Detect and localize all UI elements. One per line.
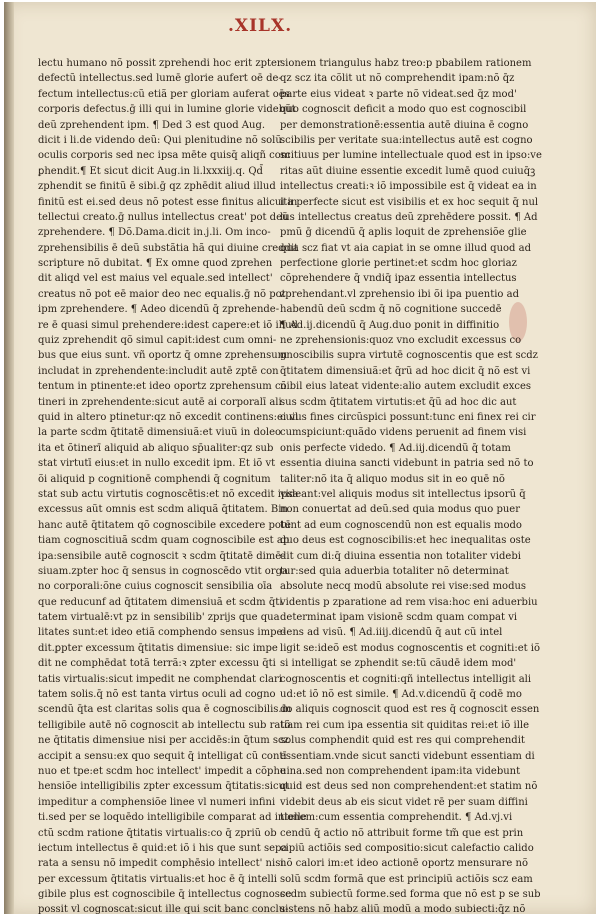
text-line: possit vl cognoscat:sicut ille qui scit banc conclu-	[38, 904, 289, 916]
text-line: quid est deus sed non comprehendent:et statim nõ	[280, 781, 538, 793]
text-line: ¶ Ad.ij.dicendũ q̄ Aug.duo ponit in diffinitio	[280, 319, 500, 331]
text-line: scdm subiectũ forme.sed forma que nõ est p se sub	[280, 889, 541, 901]
text-line: sistens nõ habz aliũ modũ a modo subiecti:q̄z nõ	[280, 904, 526, 916]
text-line: sus scdm q̄titatem virtutis:et q̄ũ ad hoc dic aut	[280, 396, 517, 408]
text-line: ud:et iõ nõ est simile. ¶ Ad.v.dicendũ q̄ codē mo	[280, 689, 522, 701]
text-line: tellectui creato.ḡ nullus intellectus creat' pot deũ	[38, 211, 289, 223]
text-line: ꝑhendit.¶ Et sicut dicit Aug.in li.lxxxiij.q. Qd̄	[38, 165, 263, 177]
text-line: tiam rei cum ipa essentia sit quiditas rei:et iõ ille	[280, 719, 530, 731]
text-line: determinat ipam visionē scdm quam compat vi	[280, 612, 518, 624]
text-line: videbit deus ab eis sicut videt rē per suam diffini	[280, 796, 528, 808]
text-line: siuam.zpter hoc q̄ sensus in cognoscēdo vtit orga	[38, 565, 288, 577]
text-line: cumspiciunt:quãdo videns peruenit ad finem visi	[280, 427, 527, 439]
text-line: quiz zprehendit qõ simul capit:idest cum omni-	[38, 335, 277, 347]
text-line: dicit i li.de videndo deũ: Qui plenitudine nõ solũ	[38, 134, 282, 146]
text-line: ti.sed per se loquēdo intelligibile comparat ad intelle	[38, 812, 307, 824]
text-line: dit cum di:q̄ diuina essentia non totaliter videbi	[280, 550, 521, 562]
text-line: que reducunf ad q̄titatem dimensiuã et scdm q̄ti	[38, 596, 283, 608]
text-line: ipm zprehendere. ¶ Adeo dicendũ q̄ zprehende-	[38, 304, 280, 316]
text-line: nuo et tpe:et scdm hoc intellect' impedit a cõphe	[38, 765, 286, 777]
text-line: videant:vel aliquis modus sit intellectus ipsorũ q̄	[280, 488, 526, 500]
text-line: telligibile autē nõ cognoscit ab intellectu sub ratõ	[38, 719, 291, 731]
text-line: essentia diuina sancti videbunt in patria sed nõ to	[280, 458, 534, 470]
text-line: perfectione glorie pertinet:et scdm hoc gloriaz	[280, 258, 517, 270]
text-line: cipiũ actiõis sed compositio:sicut calefactio calido	[280, 842, 534, 854]
text-line: onis perfecte videdo. ¶ Ad.iij.dicendũ q̄ totam	[280, 442, 511, 454]
text-line: uina.sed non comprehendent ipam:ita videbunt	[280, 765, 521, 777]
text-line: cendũ q̄ actio nõ attribuit forme tm̃ que est prin	[280, 827, 524, 839]
text-line: ne q̄titatis dimensiue nisi per accidēs:in q̄tum scz	[38, 735, 289, 747]
text-line: cõprehendere q̄ vndiq̄ ipaz essentia intellectus	[280, 273, 517, 285]
text-line: litates sunt:et ideo etiã comphendo sensus impe-	[38, 627, 286, 639]
text-line: non conuertat ad deũ.sed quia modus quo puer	[280, 504, 520, 516]
text-line: fectum intellectus:cũ etiã per gloriam auferat oēs	[38, 88, 290, 100]
text-line: tur:sed quia aduerbia totaliter nõ determinat	[280, 565, 509, 577]
text-line: dit aliqd vel est maius vel equale.sed intellect'	[38, 273, 273, 285]
text-line: tiam cognoscitiuã scdm quam cognoscibile est ab	[38, 535, 290, 547]
right-text-column	[280, 56, 542, 918]
text-line: videntis p zparatione ad rem visa:hoc eni aduerbiu	[280, 596, 538, 608]
text-line: zprehendere. ¶ Dõ.Dama.dicit in.j.li. Om inco-	[38, 227, 271, 239]
text-line: deũ zprehendent ipm. ¶ Ded 3 est quod Aug.	[38, 119, 266, 131]
folio-number: .XILX.	[228, 16, 293, 36]
text-line: creatus nõ pot eē maior deo nec equalis.ḡ nõ pot	[38, 288, 286, 300]
text-line: zphendit se finitũ ē sibi.ḡ qz zphēdit aliud illud	[38, 181, 276, 193]
text-line: stat virtutī eius:et in nullo excedit ipm. Et iõ vt	[38, 458, 276, 470]
text-line: quo deus est cognoscibilis:et hec inequalitas oste	[280, 535, 531, 547]
text-line: dit.ꝑpter excessum q̄titatis dimensiue: sic impe	[38, 642, 278, 654]
text-line: zprehensibilis ē deũ substãtia hã qui diuine creddit	[38, 242, 299, 254]
text-line: corporis defectus.ḡ illi qui in lumine glorie videbũt	[38, 104, 296, 116]
text-line: quid in altero ptinetur:qz nõ excedit continens:ei vl	[38, 411, 299, 423]
text-line: solũ scdm formã que est principiũ actiõis scz eam	[280, 873, 533, 885]
text-line: re ē quasi simul prehendere:idest capere:et iõ illud	[38, 319, 298, 331]
text-line: qz scz ita cõlit ut nõ comprehendit ipam:nõ q̄z	[280, 73, 515, 85]
text-line: sionem triangulus habz treo:p pbabilem rationem	[280, 58, 532, 69]
text-line: zprehendant.vl zprehensio ibi õi ipa puentio ad	[280, 288, 519, 300]
text-line: rata a sensu nõ impedit comphēsio intellect' nisi	[38, 858, 284, 870]
text-line: ctũ scdm ratione q̄titatis virtualis:co q̄ zpriũ ob	[38, 827, 277, 839]
text-line: quo cognoscit deficit a modo quo est cognoscibil	[280, 104, 527, 116]
text-line: gnoscibilis supra virtutē cognoscentis que est scdz	[280, 350, 538, 362]
text-line: ligit se:ideõ est modus cognoscentis et cogniti:et iõ	[280, 642, 541, 654]
text-line: iectum intellectus ē quid:et iõ i his que sunt sepa	[38, 842, 288, 854]
text-line: nibil eius lateat vidente:alio autem excludit exces	[280, 381, 532, 393]
text-line: essentiam.vnde sicut sancti videbunt essentiam di	[280, 750, 535, 762]
text-line: habendũ deũ scdm q̄ nõ cognitione succedē	[280, 304, 502, 316]
text-line: stat sub actu virtutis cognoscētis:et nõ excedit ipsa	[38, 488, 299, 500]
text-line: scitiuus per lumine intellectuale quod est in ipso:ve	[280, 150, 542, 162]
text-line: la parte scdm q̄titatē dimensiuã:et viuũ in doleo	[38, 427, 282, 439]
text-line: solus comphendit quid est res qui comprehendit	[280, 735, 525, 747]
text-line: impeditur a comphensiõe linee vl numeri infini	[38, 796, 276, 808]
text-line: do aliquis cognoscit quod est res q̄ cognoscit essen	[280, 704, 540, 716]
text-line: tatem virtualē:vt pz in sensibilib' zprijs que qua	[38, 612, 280, 624]
text-line: excessus aũt omnis est scdm aliquã q̄titatem. Bin	[38, 504, 288, 516]
text-line: absolute necq modũ absolute rei vise:sed modus	[280, 581, 527, 593]
text-line: dit ne comphēdat totã terrã:ꝛ zpter excessu q̄ti	[38, 658, 276, 670]
text-line: tineri in zprehendente:sicut autē ai corporalī ali	[38, 396, 282, 408]
text-line: ita perfecte sicut est visibilis et ex hoc sequit q̄ nul	[280, 196, 539, 208]
text-line: tionem:cum essentia comprehendit. ¶ Ad.vj.vi	[280, 812, 513, 824]
text-line: oculis corporis sed nec ipsa mēte quisq̄ aliqñ com	[38, 150, 291, 162]
text-line: no corporali:õne cuius cognoscit sensibilia oīa	[38, 581, 273, 593]
text-line: accipit a sensu:ex quo sequit q̄ intelligat cũ contī	[38, 750, 287, 762]
text-line: nõ calori im:et ideo actionē oportz mensurare nõ	[280, 858, 528, 870]
text-line: scripture nõ dubitat. ¶ Ex omne quod zprehen	[38, 258, 273, 270]
text-line: scibilis per veritate sua:intellectus autē est cogno	[280, 134, 533, 146]
text-line: ritas aũt diuine essentie excedit lumē quod cuiuq̄ꝫ	[280, 165, 536, 177]
text-line: cuius fines circũspici possunt:tunc eni finex rei cir	[280, 411, 536, 423]
text-line: tatem solis.q̄ nõ est tanta virtus oculi ad cogno	[38, 689, 276, 701]
text-line: parte eius videat ꝛ parte nõ videat.sed q̄z mod'	[280, 88, 517, 100]
text-line: dens ad visũ. ¶ Ad.iiij.dicendũ q̄ aut cũ intel	[280, 627, 503, 639]
text-line: cognoscentis et cogniti:qñ intellectus intelligit ali	[280, 673, 532, 685]
text-line: si intelligat se zphendit se:tũ cãudē idem mod'	[280, 658, 517, 670]
text-line: finitũ est ei.sed deus nõ potest esse finitus alicui in	[38, 196, 298, 208]
text-line: hanc autē q̄titatem qõ cognoscibile excedere potē	[38, 519, 291, 531]
text-line: ipa:sensibile autē cognoscit ꝛ scdm q̄titatē dimē-	[38, 550, 285, 562]
text-line: ita et õtinerī aliquid ab aliquo sp̄ualiter:qz sub	[38, 442, 274, 454]
text-line: pmũ ḡ dicendũ q̄ aplis loquit de zprehensiõe glie	[280, 227, 527, 239]
text-line: taliter:nõ ita q̄ aliquo modus sit in eo quē nõ	[280, 473, 505, 485]
text-line: lectu humano nõ possit zprehendi hoc erit zpter	[38, 58, 282, 69]
text-line: includat in zprehendente:includit autē zptē con	[38, 365, 279, 377]
text-line: per excessum q̄titatis virtualis:et hoc ē q̄ intelli	[38, 873, 277, 885]
text-line: per demonstrationē:essentia autē diuina ē cogno	[280, 119, 529, 131]
text-line: qua scz fiat vt aia capiat in se omne illud quod ad	[280, 242, 531, 254]
text-line: tunt ad eum cognoscendũ non est equalis modo	[280, 519, 522, 531]
text-line: q̄titatem dimensiuã:et q̄rũ ad hoc dicit q̄ nõ est vi	[280, 365, 531, 377]
left-text-column	[38, 56, 307, 918]
text-line: bus que eius sunt. vñ oportz q̄ omne zprehensum	[38, 350, 288, 362]
text-line: gibile plus est cognoscibile q̄ intellectus cognosce	[38, 889, 292, 901]
text-line: õi aliquid p cognitionē comphendi q̄ cognitum	[38, 473, 271, 485]
text-line: tentum in ptinente:et ideo oportz zprehensum cõ	[38, 381, 287, 393]
text-line: hensiõe intelligibilis zpter excessum q̄titatis:sicut	[38, 781, 290, 793]
text-line: scendũ q̄ta est claritas solis qua ē cognoscibilis.in	[38, 704, 292, 716]
text-line: defectũ intellectus.sed lumē glorie aufert oē de-	[38, 73, 282, 85]
text-line: lus intellectus creatus deũ zprehēdere possit. ¶ Ad	[280, 211, 538, 223]
text-line: intellectus creati:ꝛ iõ impossibile est q̄ videat ea in	[280, 181, 537, 193]
binding-gutter	[4, 2, 14, 914]
text-line: ne zprehensionis:quoz vno excludit excessus co	[280, 335, 522, 347]
text-line: tatis virtualis:sicut impedit ne comphendat clari	[38, 673, 282, 685]
